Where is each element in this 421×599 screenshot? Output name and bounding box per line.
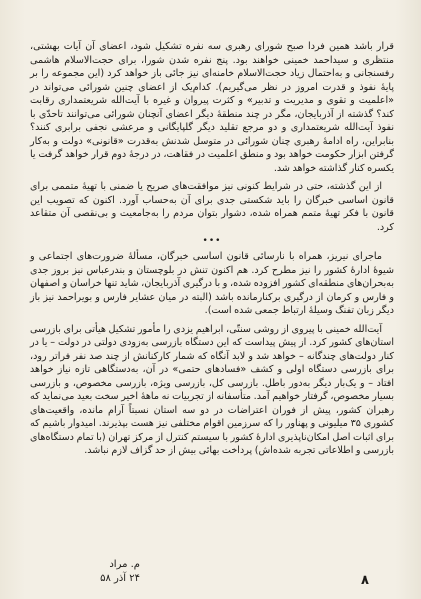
author-signature: م. مراد bbox=[109, 559, 140, 570]
page-number: ۸ bbox=[361, 573, 369, 588]
section-separator: ••• bbox=[202, 236, 222, 246]
paragraph-2: از این گذشته، حتی در شرایط کنونی نیز موافقت‌های صریح یا ضمنی با تهیهٔ متممی برای قانون اساسی خبرگان را باید شکستی جدی برای آن به‌حساب آورد. اکنون که تصویب این قانون با فکر تهیهٔ متمم همراه شده، دشوار بتوان مردم را به‌جامعیت و بی‌نقصی آن متقاعد کرد. bbox=[30, 181, 394, 233]
article-body bbox=[30, 40, 394, 458]
paragraph-3: ماجرای نیریز، همراه با نارسائی قانون اساسی خبرگان، مسألهٔ ضرورت‌های اجتماعی و شیوهٔ ادارهٔ کشور را نیز مطرح کرد. هم اکنون تنش در بلوچستان و بندرعباس نیز بروز جدی به‌بحران‌های منطقه‌ای کشور افزوده شده، و با درگیری آذربایجان، شاید تنها خراسان و اصفهان و فارس و کرمان از درگیری برکنارمانده باشد (البته در میان عشایر فارس و بویراحمد نیز باز دیگر زبان تفنگ وسیلهٔ ارتباط جمعی شده است). bbox=[30, 251, 394, 316]
paragraph-4: آیت‌الله خمینی با پیروی از روشی سنتّی، ابراهیم یزدی را مأمور تشکیل هیأتی برای بازرسی استان‌های کشور کرد. از پیش پیداست که این دستگاه بازرسی به‌زودی دولتی در دولت – یا در کنار دولت‌های چندگانه – خواهد شد و لابد آنگاه که شمار کارکنانش از چند صد نفر فراتر رود، برای بازرسی دستگاه اولی و کشف «فسادهای حتمی» در آن، به‌دستگاهی تازه نیاز خواهد افتاد – و یک‌بار دیگر به‌دور باطل. بازرسی کل، بازرسی ویژه، بازرسی مخصوص، و بازرسی بسیار مخصوص، گرفتار خواهیم آمد. متأسفانه از تجربیات نه ماههٔ اخیر سخت بعید می‌نماید که رهبران کشور، پیش از فوران اعتراضات در دو سه استان نسبتاً آرام مانده، واقعیت‌های کشوری ۳۵ میلیونی و پهناور را که سرزمین اقوام مختلفی نیز هست بپذیرند. امیدوار باشیم که برای اثبات اصل امکان‌ناپذیری ادارهٔ کشور با سیستم کنترل از مرکز تهران (با تمام دستگاه‌های بازرسی و اطلاعاتی تجربه شده‌اش) پرداخت بهائی بیش از حد گزاف لازم نباشد. bbox=[30, 323, 394, 456]
signature-date: ۲۴ آذر ۵۸ bbox=[100, 573, 140, 584]
paragraph-1: قرار باشد همین فردا صبح شورای رهبری سه نفره تشکیل شود، اعضای آن آیات بهشتی، منتظری و سیداحمد خمینی خواهند بود. پنج نفره شدن شورا، برای حجت‌الاسلام هاشمی رفسنجانی و به‌احتمال زیاد حجت‌الاسلام خامنه‌ای نیز جائی باز خواهد کرد (این مجموعه را بر پایهٔ نفوذ و قدرت امروز در نظر می‌گیریم). کدام‌یک از اعضای چنین شورائی می‌تواند در «اعلمیت و تقوی و مدیریت و تدبیر» و کثرت پیروان و غیره با آیت‌الله شریعتمداری رقابت کند؟ گذشته از آذربایجان، مگر در چند منطقهٔ دیگر اعضای آنچنان شورائی می‌توانند تاحدّی با نفوذ آیت‌الله شریعتمداری و دو مرجع تقلید دیگر گلپایگانی و مرعشی نجفی برابری کنند؟ بنابراین، راه ادامهٔ رهبری چنان شورائی در متوسل شدنش به‌قدرت «قانونی» دولت و به‌کار گرفتن ابزار حکومت خواهد بود و منطق اعلمیت در فقاهت، در درجهٔ دوم قرار خواهد گرفت یا یکسره کنار گذاشته خواهد شد. bbox=[30, 41, 394, 174]
signature-block bbox=[30, 558, 140, 586]
